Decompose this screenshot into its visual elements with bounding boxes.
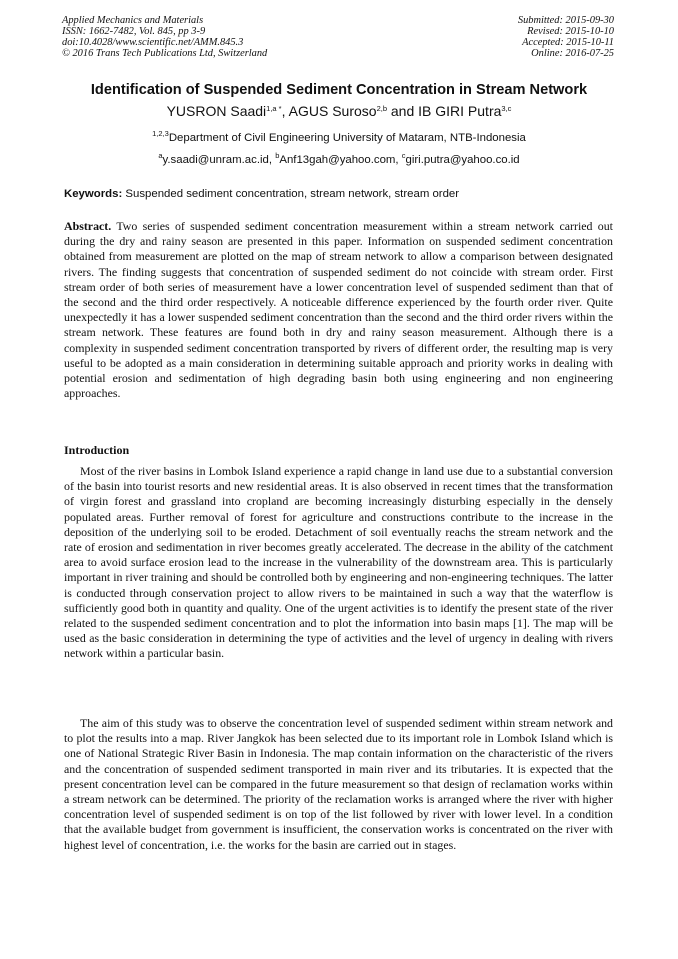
affiliation — [30, 131, 648, 145]
author-1-name: YUSRON Saadi — [166, 103, 267, 119]
abstract-label: Abstract. — [64, 219, 112, 233]
author-2-name: AGUS Suroso — [288, 103, 377, 119]
paper-title: Identification of Suspended Sediment Concentration in Stream Network — [90, 82, 588, 98]
introduction-paragraph-1: Most of the river basins in Lombok Island experience a rapid change in land use due to a substantial conversion of the basin into tourist resorts and new residential areas. It is also observed in recent times that the transformation of virgin forest and grassland into cropland are becoming increasingly disturbing especially in the densely populated areas. Further removal of forest for agriculture and constructions contribute to the increase in the deposition of the underlying soil to be eroded. Detachment of soil eventually reachs the stream network and the rate of erosion and sedimentation in river becomes greatly accelerated. The decrease in the ability of the catchment area to avoid surface erosion lead to the increase in the vulnerability of the downstream area. This is particularly important in river training and should be controlled both by engineering and non-engineering techniques. The latter is conducted through conservation project to allow rivers to be maintained in such a way that the waterflow is sufficiently good both in quantity and quality. One of the urgent activities is to identify the present state of the river related to the suspended sediment concentration and to plot the information into basin maps [1]. The map will be used as the basic consideration in determining the type of activities and the level of urgency in dealing with rivers network within a particular basin. — [64, 464, 613, 661]
author-separator: and — [387, 103, 419, 119]
author-2-sup: 2,b — [376, 104, 387, 113]
email-b[interactable]: Anf13gah@yahoo.com, — [279, 154, 402, 166]
abstract — [64, 219, 613, 401]
journal-issn: ISSN: 1662-7482, Vol. 845, pp 3-9 — [62, 26, 206, 37]
keywords-label: Keywords: — [64, 188, 123, 200]
author-separator: , — [281, 103, 289, 119]
abstract-text: Two series of suspended sediment concentration measurement within a stream network carried out during the dry and rainy season are presented in this paper. Information on suspended sediment concentration obtained from measurement are plotted on the map of stream network to allow a comparison between designated rivers. The finding suggests that concentration of suspended sediment do not coincide with stream order. First stream order of both series of measurement have a lower concentration level of suspended sediment than that of the second and the third order respectively. A noticeable difference experienced by the fourth order river. Quite unexpectedly it has a lower suspended sediment concentration than the second and the third order rivers within the stream network. These features are found both in dry and rainy season measurement. Although there is a complexity in suspended sediment concentration transported by rivers of different order, the resulting map is very useful to be adopted as a main consideration in determining suitable approach and priority works in dealing with potential erosion and sedimentation of high degrading basin both using engineering and non engineering approaches. — [64, 219, 613, 401]
author-3-sup: 3,c — [501, 104, 512, 113]
author-1-sup: 1,a * — [266, 104, 282, 113]
affiliation-sup: 1,2,3 — [152, 129, 169, 138]
email-list — [30, 153, 648, 167]
email-a[interactable]: y.saadi@unram.ac.id, — [162, 154, 276, 166]
accepted-date: Accepted: 2015-10-11 — [522, 37, 614, 48]
journal-doi[interactable]: doi:10.4028/www.scientific.net/AMM.845.3 — [62, 37, 244, 48]
journal-copyright: © 2016 Trans Tech Publications Ltd, Switzerland — [62, 48, 268, 59]
journal-name: Applied Mechanics and Materials — [62, 15, 204, 26]
author-3-name: IB GIRI Putra — [418, 103, 502, 119]
introduction-paragraph-2: The aim of this study was to observe the concentration level of suspended sediment within stream network and to plot the results into a map. River Jangkok has been selected due to its important role in Lombok Island which is one of National Strategic River Basin in Indonesia. The map contain information on the characteristic of the rivers and the concentration of suspended sediment transported in main river and its tributaries. It is expected that the present concentration level can be compared in the future measurement so that design of reclamation works within a stream network can be determined. The priority of the reclamation works is arranged where the river with higher concentration level of suspended sediment is on top of the list followed by river with lower level. In a condition that the available budget from government is insufficient, the conservation works is concentrated on the river with highest level of concentration, i.e. the works for the basin are carried out in stages. — [64, 716, 613, 852]
email-c[interactable]: giri.putra@yahoo.co.id — [405, 154, 520, 166]
revised-date: Revised: 2015-10-10 — [527, 26, 614, 37]
keywords — [64, 187, 614, 201]
email-c-sup: c — [401, 151, 406, 160]
section-heading-introduction: Introduction — [64, 443, 130, 457]
submission-dates — [518, 15, 614, 59]
email-b-sup: b — [275, 151, 280, 160]
submitted-date: Submitted: 2015-09-30 — [517, 15, 614, 26]
journal-info — [62, 15, 267, 59]
author-list — [30, 103, 648, 120]
email-a-sup: a — [158, 151, 163, 160]
online-date: Online: 2016-07-25 — [531, 48, 614, 59]
affiliation-text: Department of Civil Engineering University of Mataram, NTB-Indonesia — [168, 132, 526, 144]
keywords-text: Suspended sediment concentration, stream network, stream order — [122, 188, 460, 200]
